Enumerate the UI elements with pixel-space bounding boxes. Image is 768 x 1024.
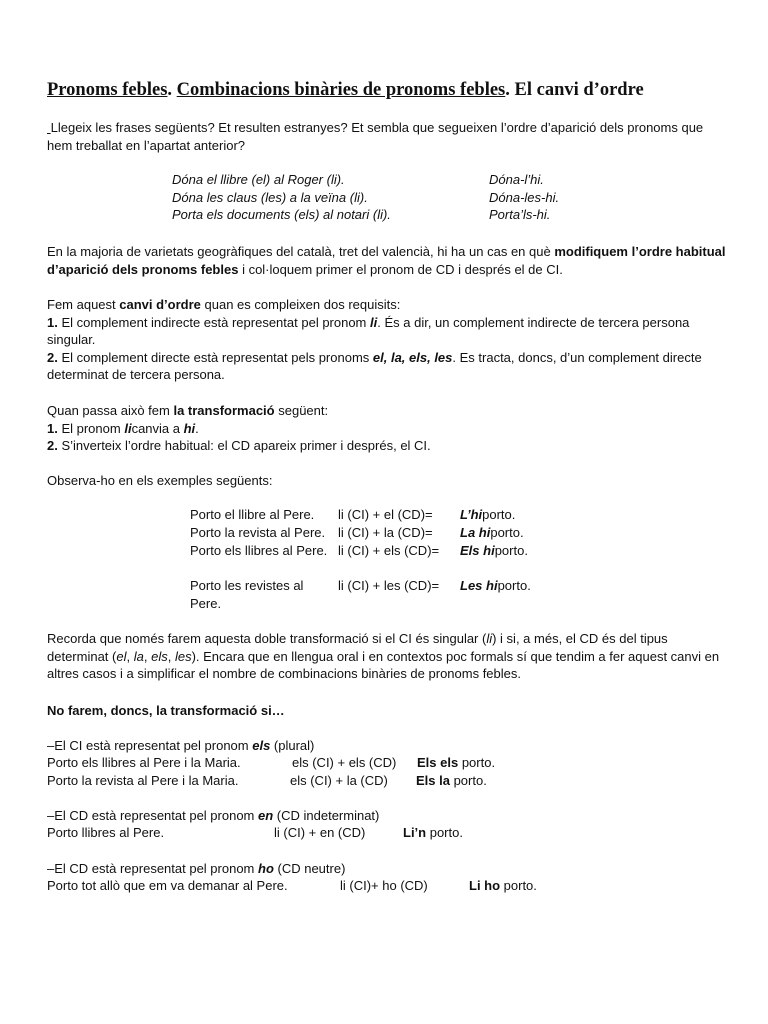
case-heading-text: –El CD està representat pel pronom bbox=[47, 861, 258, 876]
step-1-text: El pronom bbox=[57, 420, 125, 436]
step-1-text-end: . bbox=[195, 420, 199, 436]
case-result bbox=[403, 824, 463, 841]
table-result bbox=[460, 524, 524, 542]
page-title bbox=[47, 80, 644, 101]
table-result-pronouns: Les hi bbox=[460, 578, 498, 593]
requirement-1-text-end: . És a dir, un complement indirecte de tercera persona singular. bbox=[47, 314, 690, 348]
para4-text-c: següent: bbox=[274, 403, 329, 418]
case-pronoun: en bbox=[258, 808, 274, 823]
paragraph-order-change bbox=[47, 243, 727, 278]
example-sentence: Dóna el llibre (el) al Roger (li). bbox=[172, 172, 345, 187]
case-result-pronouns: Els la bbox=[416, 773, 450, 788]
case-sentence: Porto la revista al Pere i la Maria. bbox=[47, 773, 239, 788]
table-result-pronouns: La hi bbox=[460, 525, 491, 540]
para5-italic: el bbox=[116, 648, 127, 664]
example-result: Dóna-les-hi. bbox=[489, 189, 560, 205]
paragraph-reminder bbox=[47, 630, 727, 683]
case-result-pronouns: Li’n bbox=[403, 825, 427, 840]
case-sentence: Porto llibres al Pere. bbox=[47, 825, 165, 840]
para5-italic: la bbox=[133, 648, 144, 664]
table-row bbox=[190, 506, 550, 524]
examples-table bbox=[190, 506, 550, 612]
case-heading-text: –El CD està representat pel pronom bbox=[47, 808, 258, 823]
para4-bold: la transformació bbox=[173, 403, 275, 418]
title-part-2: Combinacions binàries de pronoms febles bbox=[176, 80, 506, 100]
table-sentence: Porto les revistes al Pere. bbox=[190, 578, 304, 611]
step-1-pronoun-li: li bbox=[124, 420, 132, 436]
para5-text: ) i si, a més, el CD és del tipus determinat ( bbox=[47, 631, 668, 664]
table-result-verb: porto. bbox=[497, 578, 531, 593]
requirement-1-text: El complement indirecte està representat pel pronom bbox=[57, 314, 371, 330]
para5-italic: els bbox=[151, 648, 168, 664]
case-result-pronouns: Els els bbox=[417, 755, 459, 770]
case-heading bbox=[47, 860, 345, 877]
table-result bbox=[460, 542, 528, 560]
table-sentence: Porto la revista al Pere. bbox=[190, 525, 326, 540]
requirement-2-text: El complement directe està representat pels pronoms bbox=[57, 349, 373, 365]
paragraph-requirements bbox=[47, 296, 727, 384]
case-result bbox=[416, 772, 487, 789]
example-result: Dóna-l’hi. bbox=[489, 172, 544, 187]
table-result-verb: porto. bbox=[494, 543, 528, 558]
para5-text: ). Encara que en llengua oral i en contextos poc formals sí que tendim a fer aquest canvi en altres casos i a simplificar el nombre de combinacions binàries de pronoms febles. bbox=[47, 648, 720, 682]
case-heading-text: (CD indeterminat) bbox=[273, 808, 380, 823]
case-sentence: Porto els llibres al Pere i la Maria. bbox=[47, 755, 241, 770]
case-heading-text: (plural) bbox=[270, 738, 315, 753]
table-result-pronouns: Els hi bbox=[460, 543, 495, 558]
intro-text: Llegeix les frases següents? Et resulten estranyes? Et sembla que segueixen l’ordre d’aparició dels pronoms que hem treballat en l’apartat anterior? bbox=[47, 120, 704, 153]
para3-bold: canvi d’ordre bbox=[119, 297, 201, 312]
requirement-2-text-end: . Es tracta, doncs, d’un complement directe determinat de tercera persona. bbox=[47, 349, 702, 383]
requirement-number: 1. bbox=[47, 314, 58, 330]
example-sentence: Dóna les claus (les) a la veïna (li). bbox=[172, 189, 368, 205]
intro-paragraph bbox=[47, 119, 727, 154]
case-result bbox=[417, 754, 495, 771]
table-result-verb: porto. bbox=[482, 507, 516, 522]
example-sentence: Porta els documents (els) al notari (li). bbox=[172, 207, 391, 222]
para5-text: , bbox=[167, 648, 175, 664]
example-result: Porta’ls-hi. bbox=[489, 207, 551, 222]
case-heading-text: (CD neutre) bbox=[273, 861, 346, 876]
para3-text-a: Fem aquest bbox=[47, 297, 120, 312]
table-sentence: Porto el llibre al Pere. bbox=[190, 507, 315, 522]
para5-italic: les bbox=[174, 648, 192, 664]
table-row bbox=[190, 524, 550, 542]
para5-text: , bbox=[143, 648, 152, 664]
case-heading bbox=[47, 737, 314, 754]
table-formula: li (CI) + les (CD)= bbox=[338, 578, 440, 593]
case-result bbox=[469, 877, 537, 894]
para2-text-a: En la majoria de varietats geogràfiques del català, tret del valencià, hi ha un cas en què bbox=[47, 244, 555, 259]
title-part-1: Pronoms febles bbox=[47, 80, 168, 100]
table-sentence: Porto els llibres al Pere. bbox=[190, 543, 328, 558]
example-row bbox=[172, 190, 592, 208]
case-result-verb: porto. bbox=[458, 755, 496, 770]
section-heading: No farem, doncs, la transformació si… bbox=[47, 703, 285, 718]
para2-text-c: i col·loquem primer el pronom de CD i després el de CI. bbox=[238, 261, 563, 277]
title-sep-1: . bbox=[167, 80, 177, 100]
case-result-verb: porto. bbox=[500, 878, 537, 893]
table-result-verb: porto. bbox=[490, 525, 524, 540]
table-row bbox=[190, 542, 550, 577]
requirement-number: 2. bbox=[47, 349, 58, 365]
case-pronoun: ho bbox=[258, 861, 274, 876]
step-1-pronoun-hi: hi bbox=[183, 420, 196, 436]
requirement-1-pronoun: li bbox=[370, 314, 378, 330]
table-row bbox=[190, 577, 550, 612]
para5-text: , bbox=[126, 648, 134, 664]
case-formula: li (CI) + en (CD) bbox=[274, 825, 366, 840]
case-formula: els (CI) + els (CD) bbox=[292, 755, 397, 770]
para5-text: Recorda que només farem aquesta doble transformació si el CI és singular ( bbox=[47, 631, 487, 646]
table-result-pronouns: L’hi bbox=[460, 507, 483, 522]
case-heading-text: –El CI està representat pel pronom bbox=[47, 738, 253, 753]
table-formula: li (CI) + els (CD)= bbox=[338, 543, 440, 558]
case-pronoun: els bbox=[252, 738, 271, 753]
case-sentence: Porto tot allò que em va demanar al Pere. bbox=[47, 878, 288, 893]
step-1-text-mid: canvia a bbox=[131, 420, 184, 436]
case-result-pronouns: Li ho bbox=[469, 878, 501, 893]
para3-text-c: quan es compleixen dos requisits: bbox=[200, 297, 401, 312]
case-formula: li (CI)+ ho (CD) bbox=[340, 878, 428, 893]
step-number: 1. bbox=[47, 420, 58, 436]
para5-italic: li bbox=[486, 631, 493, 646]
case-formula: els (CI) + la (CD) bbox=[290, 773, 388, 788]
case-result-verb: porto. bbox=[426, 825, 463, 840]
step-number: 2. bbox=[47, 438, 58, 454]
case-result-verb: porto. bbox=[449, 773, 487, 788]
table-result bbox=[460, 577, 531, 595]
observe-line: Observa-ho en els exemples següents: bbox=[47, 473, 273, 488]
title-sep-2: . El canvi d’ordre bbox=[505, 80, 644, 100]
table-formula: li (CI) + la (CD)= bbox=[338, 525, 433, 540]
para4-text-a: Quan passa això fem bbox=[47, 403, 174, 418]
paragraph-transformation bbox=[47, 402, 727, 455]
table-result bbox=[460, 506, 515, 524]
examples-block bbox=[172, 172, 592, 225]
case-heading bbox=[47, 807, 379, 824]
table-formula: li (CI) + el (CD)= bbox=[338, 507, 433, 522]
step-2-text: S’inverteix l’ordre habitual: el CD apareix primer i després, el CI. bbox=[57, 438, 431, 454]
example-row bbox=[172, 207, 592, 225]
example-row bbox=[172, 172, 592, 190]
requirement-2-pronouns: el, la, els, les bbox=[372, 349, 453, 365]
para2-bold: modifiquem l’ordre habitual d’aparició dels pronoms febles bbox=[47, 244, 726, 277]
